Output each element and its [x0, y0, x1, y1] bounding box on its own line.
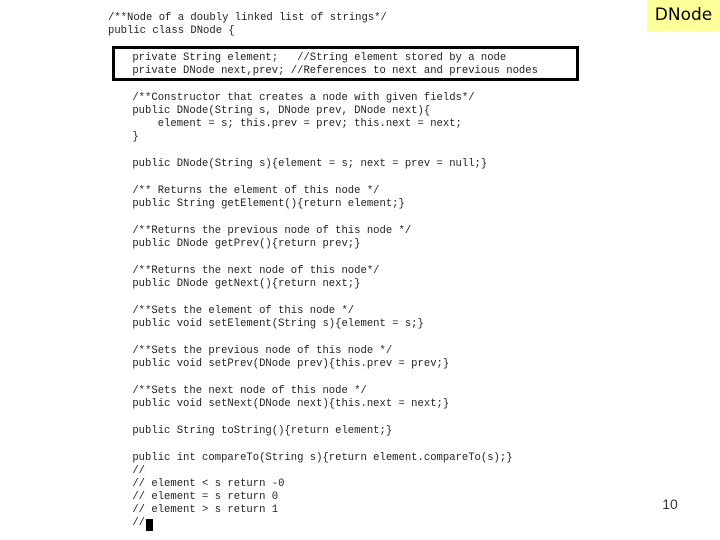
code-line: public String getElement(){return element;}	[107, 198, 405, 210]
code-line: /**Sets the previous node of this node */	[107, 345, 393, 357]
code-line: public DNode getNext(){return next;}	[107, 278, 361, 290]
code-line: public DNode(String s){element = s; next = prev = null;}	[107, 158, 488, 170]
code-line: // element > s return 1	[107, 504, 279, 516]
code-line: /**Sets the next node of this node */	[107, 385, 367, 397]
code-line: /**Node of a doubly linked list of strings*/	[108, 12, 387, 24]
code-line: //	[107, 517, 146, 529]
code-line: private String element; //String element stored by a node	[107, 52, 507, 64]
code-line: public String toString(){return element;}	[107, 425, 393, 437]
slide-title: DNode	[647, 0, 720, 31]
code-line: /**Constructor that creates a node with given fields*/	[107, 92, 475, 104]
code-line: /**Returns the next node of this node*/	[107, 265, 380, 277]
code-line: /** Returns the element of this node */	[107, 185, 380, 197]
code-line: public void setPrev(DNode prev){this.prev = prev;}	[107, 358, 450, 370]
code-line: /**Sets the element of this node */	[107, 305, 355, 317]
code-line: //	[107, 465, 146, 477]
text-cursor	[146, 519, 153, 531]
code-line: // element < s return -0	[107, 478, 285, 490]
code-line: private DNode next,prev; //References to next and previous nodes	[107, 65, 538, 77]
page-number: 10	[662, 496, 678, 512]
code-line: /**Returns the previous node of this node */	[107, 225, 412, 237]
code-line: public void setNext(DNode next){this.next = next;}	[107, 398, 450, 410]
code-line: public class DNode {	[108, 25, 235, 37]
code-line: public int compareTo(String s){return element.compareTo(s);}	[107, 452, 513, 464]
code-line: }	[107, 131, 139, 143]
code-line: public DNode(String s, DNode prev, DNode next){	[107, 105, 431, 117]
code-line: public DNode getPrev(){return prev;}	[107, 238, 361, 250]
code-line: element = s; this.prev = prev; this.next = next;	[107, 118, 462, 130]
code-line: public void setElement(String s){element = s;}	[107, 318, 424, 330]
code-line: // element = s return 0	[107, 491, 279, 503]
